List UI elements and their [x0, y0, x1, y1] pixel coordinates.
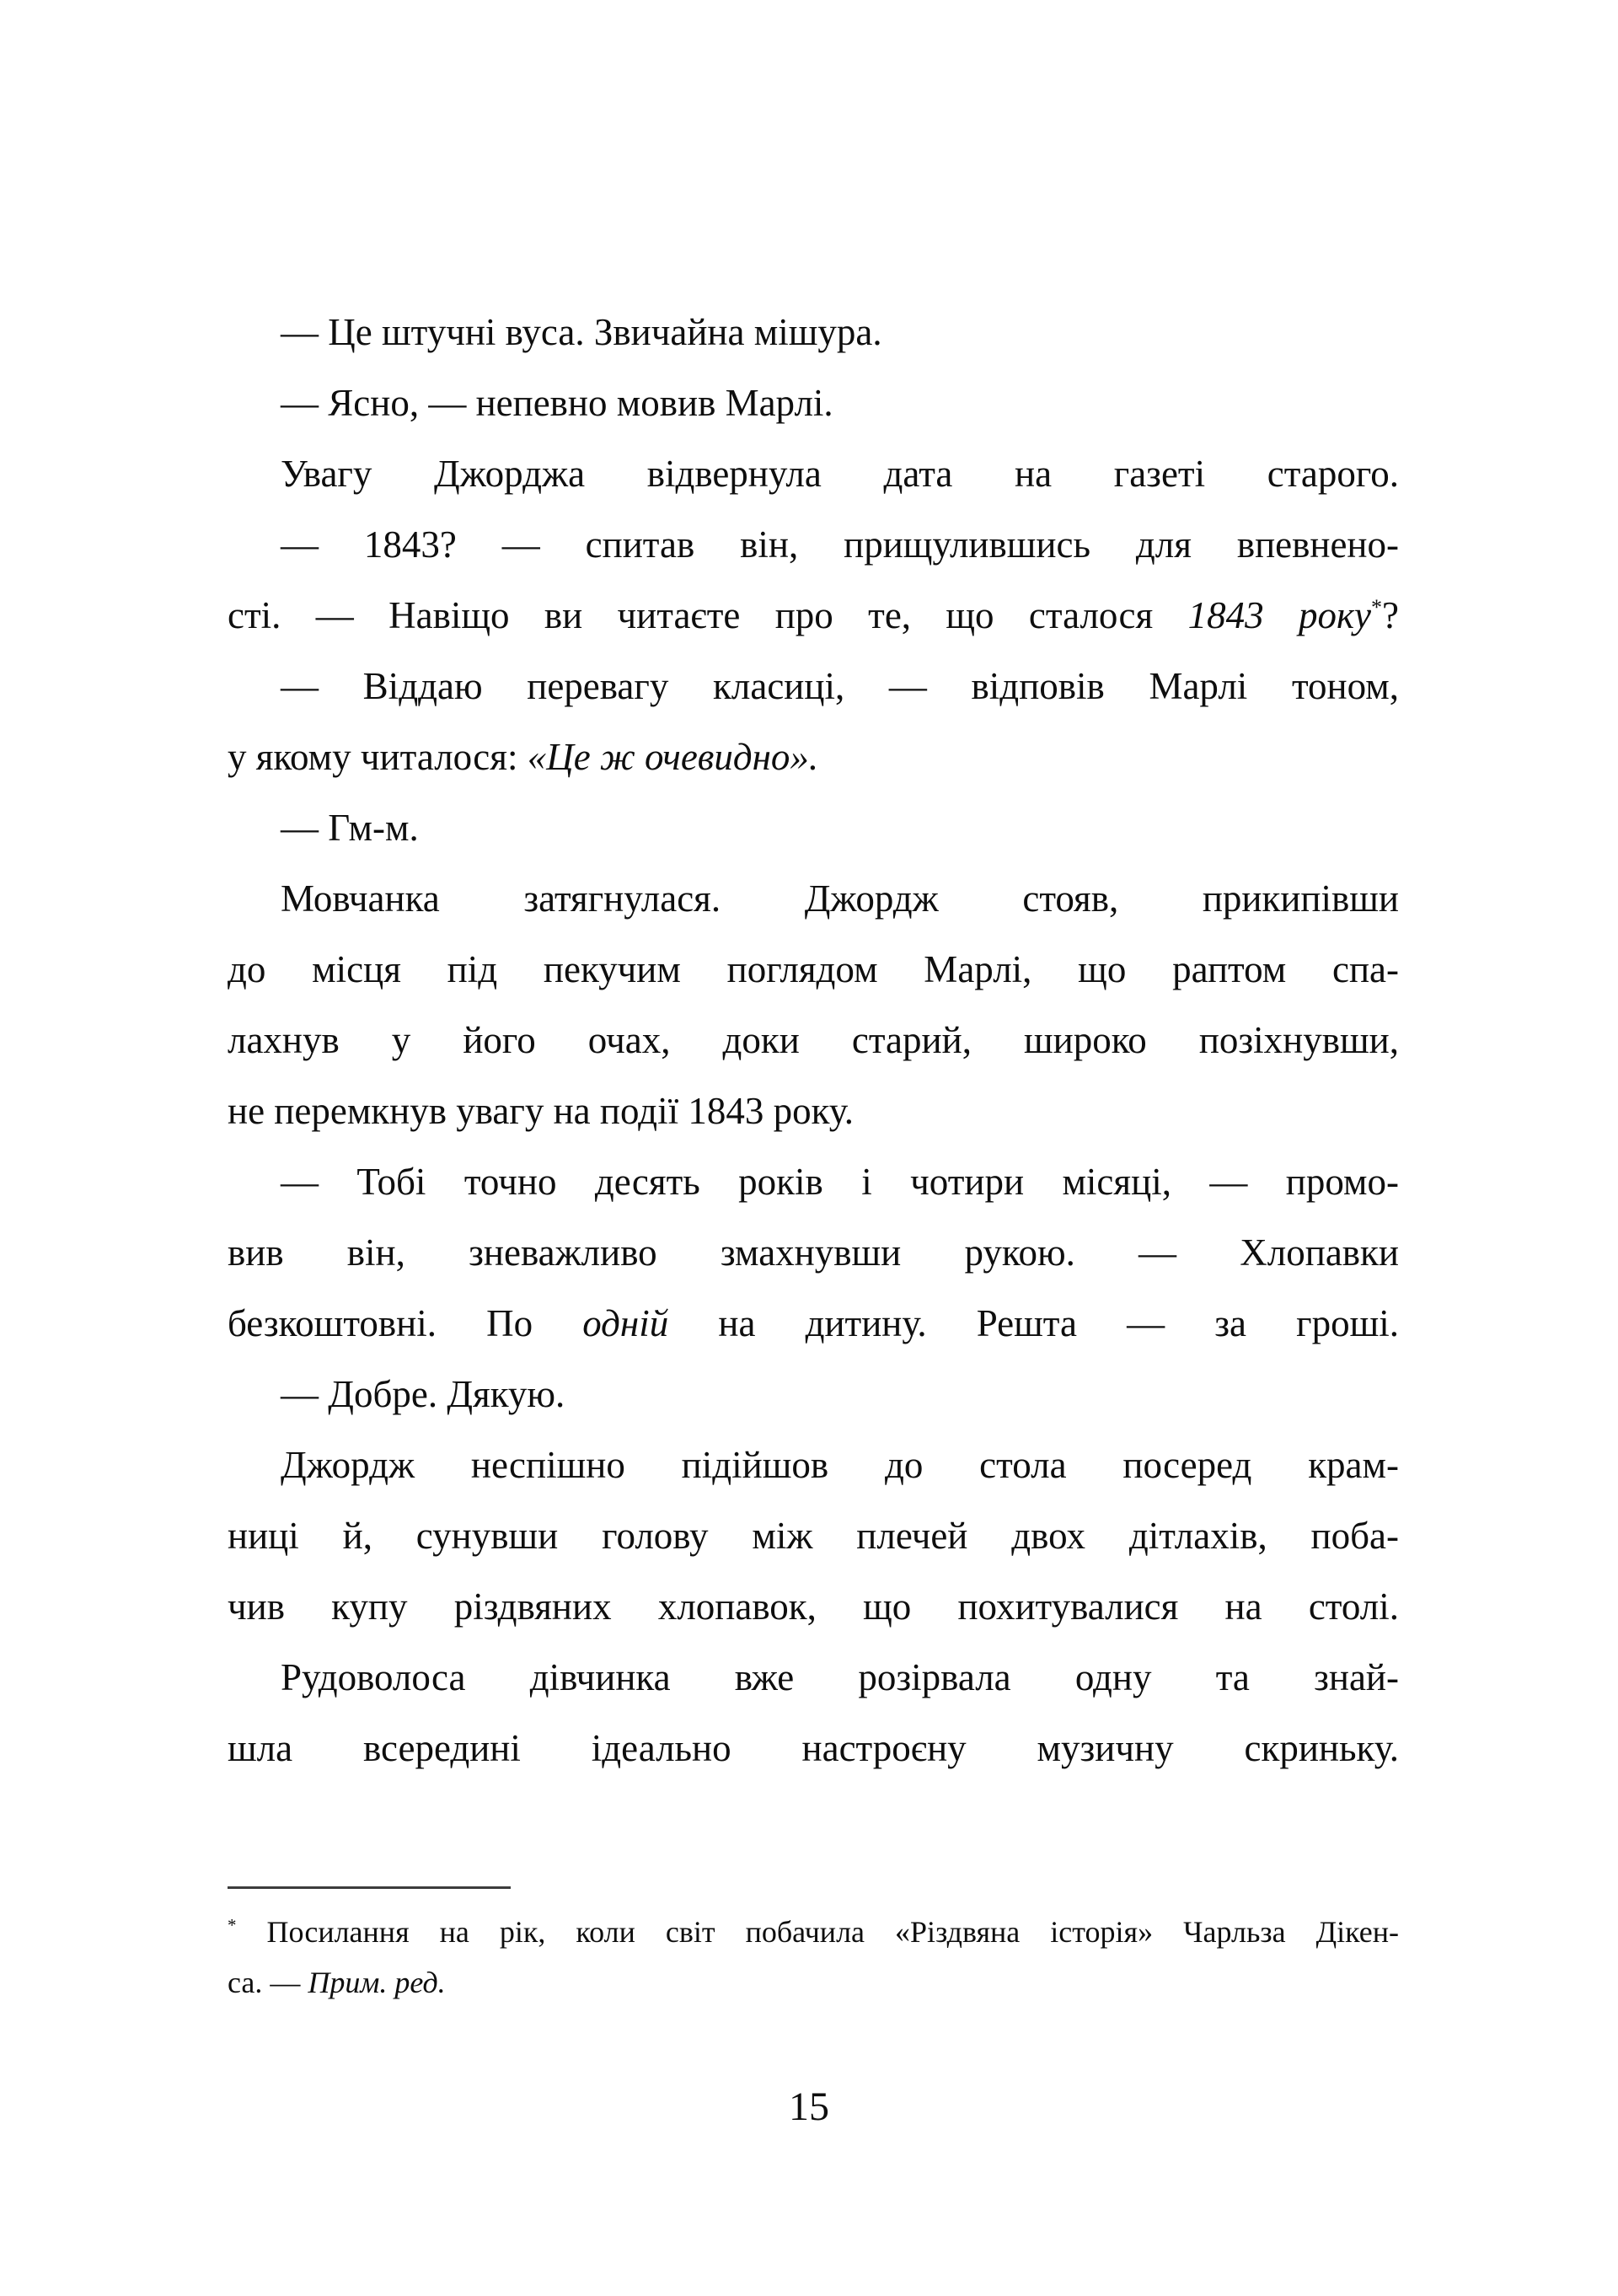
text-segment: Мовчанка затягнулася. Джордж стояв, прикипівши	[281, 877, 1399, 920]
text-line	[228, 722, 1399, 792]
text-line	[228, 1713, 1399, 1784]
text-line	[228, 1571, 1399, 1642]
text-line	[228, 1217, 1399, 1288]
text-line	[228, 1146, 1399, 1217]
text-segment: безкоштовні. По	[228, 1302, 583, 1344]
text-line	[228, 863, 1399, 934]
text-segment: на дитину. Решта — за гроші.	[668, 1302, 1399, 1344]
text-segment: Рудоволоса дівчинка вже розірвала одну та знай-	[281, 1656, 1399, 1698]
text-segment: до місця під пекучим поглядом Марлі, що раптом спа-	[228, 948, 1399, 990]
text-segment: ?	[1382, 594, 1400, 636]
text-segment: одній	[582, 1302, 669, 1344]
text-segment: 1843 року	[1187, 594, 1371, 636]
text-line	[228, 934, 1399, 1005]
text-segment: — Це штучні вуса. Звичайна мішура.	[281, 311, 882, 353]
text-segment: «Це ж очевидно».	[527, 736, 819, 778]
text-line	[228, 1957, 1399, 2008]
text-line	[228, 1430, 1399, 1500]
text-segment: вив він, зневажливо змахнувши рукою. — Хлопавки	[228, 1231, 1399, 1274]
text-segment: у якому читалося:	[228, 736, 528, 778]
footnote	[228, 1907, 1399, 2008]
text-line	[228, 1076, 1399, 1146]
text-segment: лахнув у його очах, доки старий, широко позіхнувши,	[228, 1019, 1399, 1061]
body-text	[228, 297, 1399, 1784]
text-segment: — Ясно, — непевно мовив Марлі.	[281, 382, 833, 424]
text-line	[228, 1907, 1399, 1957]
text-segment: — Гм-м.	[281, 807, 419, 849]
text-line	[228, 651, 1399, 722]
text-segment: шла всередині ідеально настроєну музичну скриньку.	[228, 1727, 1399, 1769]
page-number: 15	[789, 2084, 829, 2129]
text-segment: са. —	[228, 1966, 308, 1999]
text-segment: Увагу Джорджа відвернула дата на газеті старого.	[281, 453, 1399, 495]
text-line	[228, 438, 1399, 509]
text-line	[228, 1500, 1399, 1571]
text-line	[228, 297, 1399, 367]
text-line	[228, 1642, 1399, 1713]
text-line	[228, 1005, 1399, 1076]
text-segment: чив купу різдвяних хлопавок, що похитувалися на столі.	[228, 1585, 1399, 1628]
text-segment: — Тобі точно десять років і чотири місяці, — промо-	[281, 1161, 1399, 1203]
text-segment: *	[228, 1915, 237, 1935]
text-segment: сті. — Навіщо ви читаєте про те, що сталося	[228, 594, 1188, 636]
text-line	[228, 792, 1399, 863]
text-segment: Посилання на рік, коли світ побачила «Різдвяна історія» Чарльза Дікен-	[236, 1915, 1399, 1949]
text-segment: Джордж неспішно підійшов до стола посеред крам-	[281, 1444, 1399, 1486]
text-line	[228, 1288, 1399, 1359]
text-segment: Прим. ред.	[308, 1966, 446, 1999]
text-line	[228, 1359, 1399, 1430]
text-segment: не перемкнув увагу на події 1843 року.	[228, 1090, 855, 1132]
text-segment: — Добре. Дякую.	[281, 1373, 565, 1415]
text-segment: *	[1370, 595, 1383, 620]
text-segment: ниці й, сунувши голову між плечей двох дітлахів, поба-	[228, 1515, 1399, 1557]
text-line	[228, 580, 1399, 651]
text-segment: — Віддаю перевагу класиці, — відповів Марлі тоном,	[281, 665, 1399, 707]
text-line	[228, 509, 1399, 580]
text-line	[228, 367, 1399, 438]
text-segment: — 1843? — спитав він, прищулившись для впевнено-	[281, 523, 1399, 566]
footnote-separator	[228, 1886, 511, 1889]
